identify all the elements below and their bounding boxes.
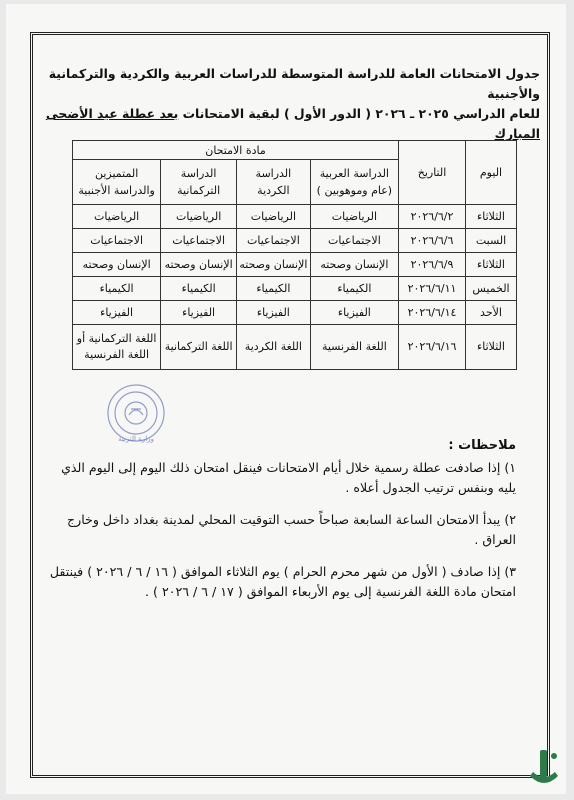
column-header-arabic: الدراسة العربية (عام وموهوبين ) (310, 160, 398, 205)
column-header-turkmen: الدراسة التركمانية (161, 160, 237, 205)
table-row (73, 301, 517, 325)
cell-subject: اللغة التركمانية أو اللغة الفرنسية (73, 325, 161, 370)
cell-day: الأحد (466, 301, 517, 325)
table-row (73, 205, 517, 229)
cell-subject: الكيمياء (237, 277, 311, 301)
cell-day: الخميس (466, 277, 517, 301)
cell-day: الثلاثاء (466, 253, 517, 277)
document-header (40, 64, 540, 144)
table-row (73, 229, 517, 253)
column-header-foreign: المتميزين والدراسة الأجنبية (73, 160, 161, 205)
header-title-line2 (40, 104, 540, 144)
cell-date: ٢٠٢٦/٦/٩ (399, 253, 466, 277)
cell-subject: الإنسان وصحته (310, 253, 398, 277)
cell-subject: الإنسان وصحته (161, 253, 237, 277)
cell-subject: اللغة التركمانية (161, 325, 237, 370)
cell-subject: الاجتماعيات (161, 229, 237, 253)
cell-subject: الرياضيات (237, 205, 311, 229)
column-header-date: التاريخ (399, 141, 466, 205)
cell-date: ٢٠٢٦/٦/١٤ (399, 301, 466, 325)
notes-title: ملاحظات : (448, 438, 516, 453)
cell-date: ٢٠٢٦/٦/١٦ (399, 325, 466, 370)
cell-subject: الاجتماعيات (73, 229, 161, 253)
cell-day: السبت (466, 229, 517, 253)
note-item: ٣) إذا صادف ( الأول من شهر محرم الحرام ) يوم الثلاثاء الموافق ( ١٦ / ٦ / ٢٠٢٦ ) فينتقل امتحان مادة اللغة الفرنسية إلى يوم الأربعاء الموافق ( ١٧ / ٦ / ٢٠٢٦ ) . (49, 564, 516, 599)
cell-subject: اللغة الفرنسية (310, 325, 398, 370)
cell-subject: الاجتماعيات (310, 229, 398, 253)
header-holiday-text: بعد عطلة عيد الأضحى المبارك (45, 106, 540, 141)
cell-subject: الفيزياء (310, 301, 398, 325)
note-item: ١) إذا صادفت عطلة رسمية خلال أيام الامتحانات فينقل امتحان ذلك اليوم إلى اليوم الذي يليه وبنفس ترتيب الجدول أعلاه . (61, 460, 516, 495)
cell-subject: الرياضيات (161, 205, 237, 229)
column-header-kurdish: الدراسة الكردية (237, 160, 311, 205)
note-item: ٢) يبدأ الامتحان الساعة السابعة صباحاً حسب التوقيت المحلي لمدينة بغداد داخل وخارج العراق . (67, 512, 516, 547)
notes-section (46, 436, 516, 614)
cell-day: الثلاثاء (466, 205, 517, 229)
cell-subject: الإنسان وصحته (237, 253, 311, 277)
ministry-stamp-icon (98, 382, 174, 444)
cell-subject: الإنسان وصحته (73, 253, 161, 277)
cell-subject: الرياضيات (310, 205, 398, 229)
cell-date: ٢٠٢٦/٦/٦ (399, 229, 466, 253)
table-row (73, 253, 517, 277)
cell-subject: الرياضيات (73, 205, 161, 229)
stamp-text: وزارة التربية (118, 435, 154, 443)
cell-subject: الكيمياء (73, 277, 161, 301)
cell-date: ٢٠٢٦/٦/١١ (399, 277, 466, 301)
header-title-line1: جدول الامتحانات العامة للدراسة المتوسطة للدراسات العربية والكردية والتركمانية والأجنبية (48, 66, 540, 101)
table-row (73, 325, 517, 370)
cell-subject: الفيزياء (161, 301, 237, 325)
cell-date: ٢٠٢٦/٦/٢ (399, 205, 466, 229)
news-logo-icon (526, 746, 562, 794)
exam-schedule-table (72, 140, 517, 370)
cell-day: الثلاثاء (466, 325, 517, 370)
header-year-text: للعام الدراسي ٢٠٢٥ ـ ٢٠٢٦ ( الدور الأول ) لبقية الامتحانات (178, 106, 540, 121)
column-header-day: اليوم (466, 141, 517, 205)
column-header-subject: مادة الامتحان (73, 141, 399, 160)
cell-subject: الفيزياء (237, 301, 311, 325)
cell-subject: اللغة الكردية (237, 325, 311, 370)
table-row (73, 277, 517, 301)
cell-subject: الاجتماعيات (237, 229, 311, 253)
cell-subject: الكيمياء (310, 277, 398, 301)
cell-subject: الكيمياء (161, 277, 237, 301)
document-page (6, 4, 566, 794)
cell-subject: الفيزياء (73, 301, 161, 325)
